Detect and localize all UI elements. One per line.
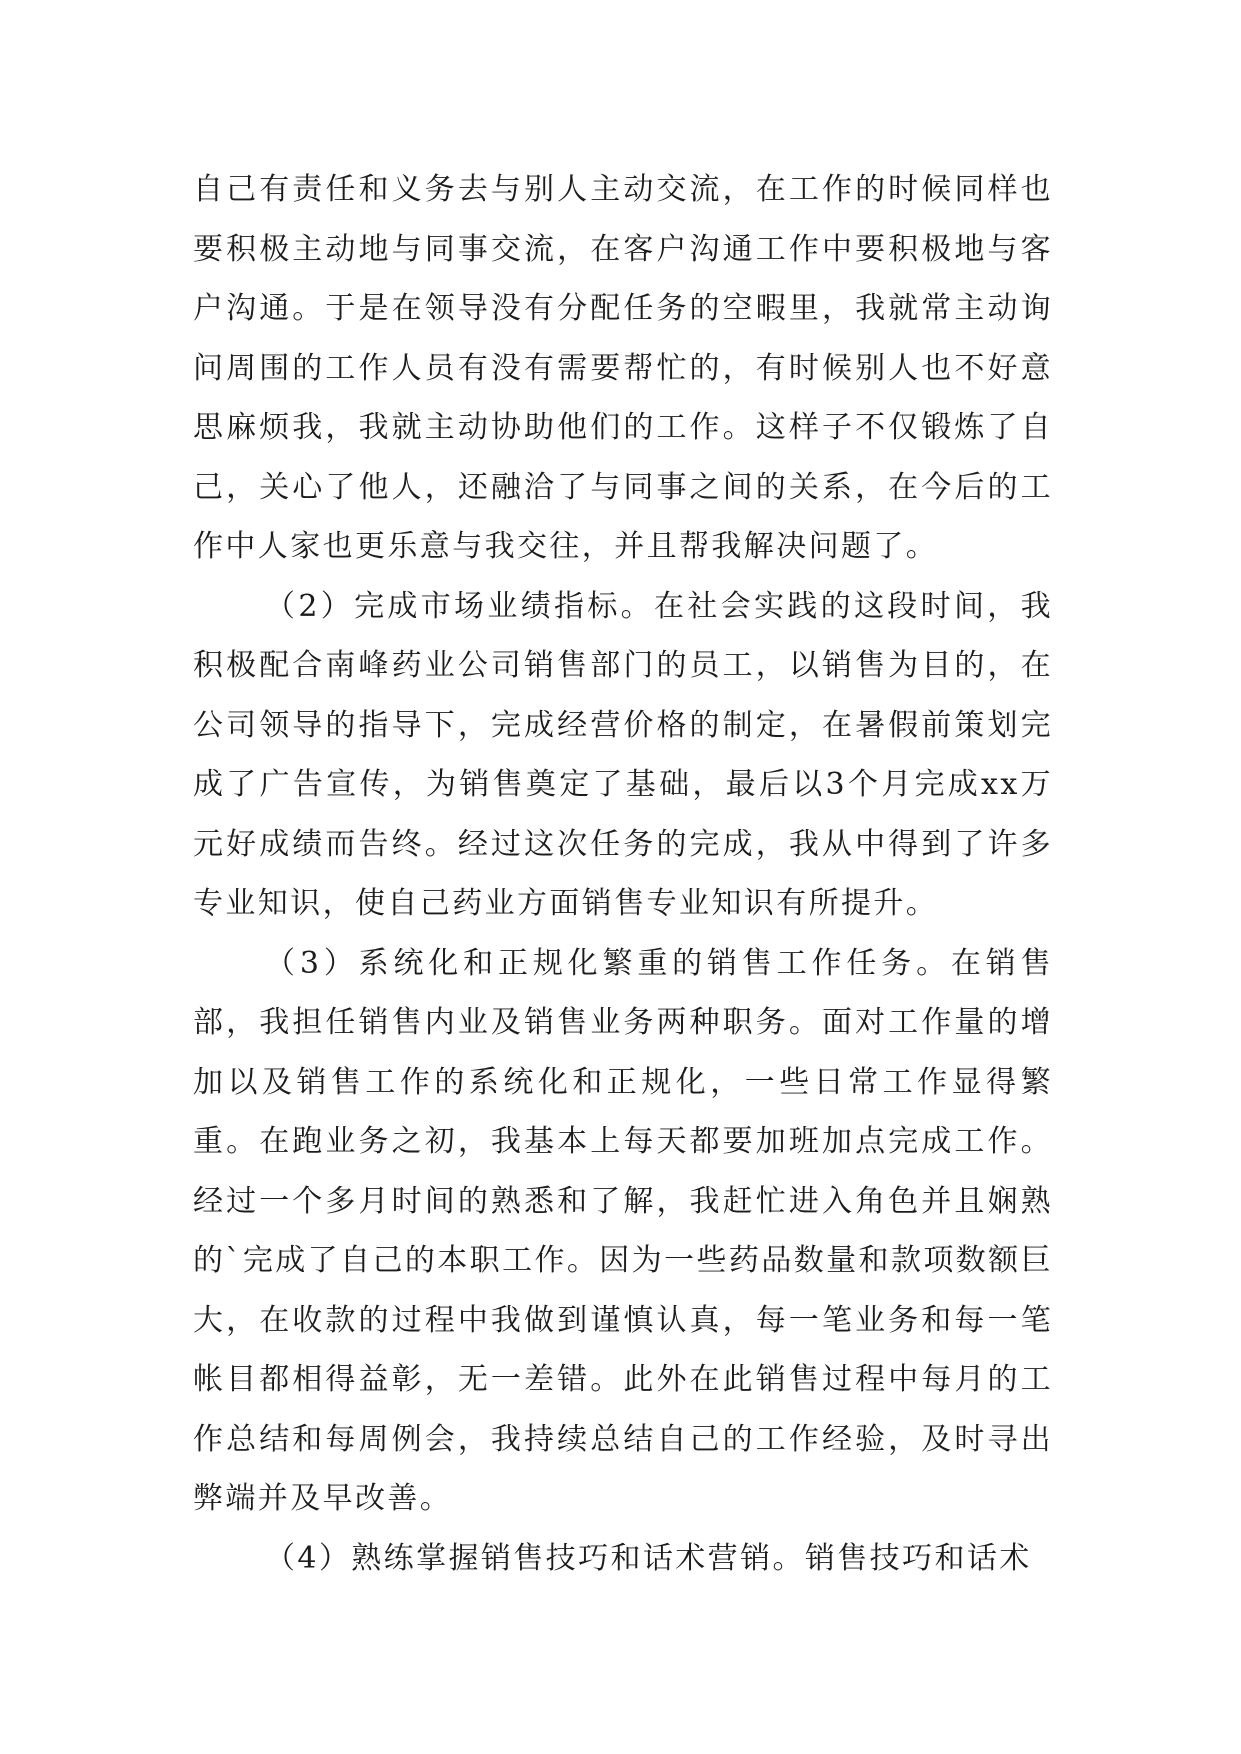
paragraph-item-4: （4）熟练掌握销售技巧和话术营销。销售技巧和话术: [265, 1540, 1032, 1576]
body-text: [193, 160, 1053, 1588]
paragraph-continuation: 自己有责任和义务去与别人主动交流，在工作的时候同样也要积极主动地与同事交流，在客户沟通工作中要积极地与客户沟通。于是在领导没有分配任务的空暇里，我就常主动询问周围的工作人员有没有需要帮忙的，有时候别人也不好意思麻烦我，我就主动协助他们的工作。这样子不仅锻炼了自己，关心了他人，还融洽了与同事之间的关系，在今后的工作中人家也更乐意与我交往，并且帮我解决问题了。: [193, 172, 1053, 564]
paragraph-item-2: （2）完成市场业绩指标。在社会实践的这段时间，我积极配合南峰药业公司销售部门的员工，以销售为目的，在公司领导的指导下，完成经营价格的制定，在暑假前策划完成了广告宣传，为销售奠定了基础，最后以3个月完成xx万元好成绩而告终。经过这次任务的完成，我从中得到了许多专业知识，使自己药业方面销售专业知识有所提升。: [193, 588, 1053, 921]
paragraph-item-3: （3）系统化和正规化繁重的销售工作任务。在销售部，我担任销售内业及销售业务两种职务。面对工作量的增加以及销售工作的系统化和正规化，一些日常工作显得繁重。在跑业务之初，我基本上每天都要加班加点完成工作。经过一个多月时间的熟悉和了解，我赶忙进入角色并且娴熟的`完成了自己的本职工作。因为一些药品数量和款项数额巨大，在收款的过程中我做到谨慎认真，每一笔业务和每一笔帐目都相得益彰，无一差错。此外在此销售过程中每月的工作总结和每周例会，我持续总结自己的工作经验，及时寻出弊端并及早改善。: [193, 945, 1053, 1516]
